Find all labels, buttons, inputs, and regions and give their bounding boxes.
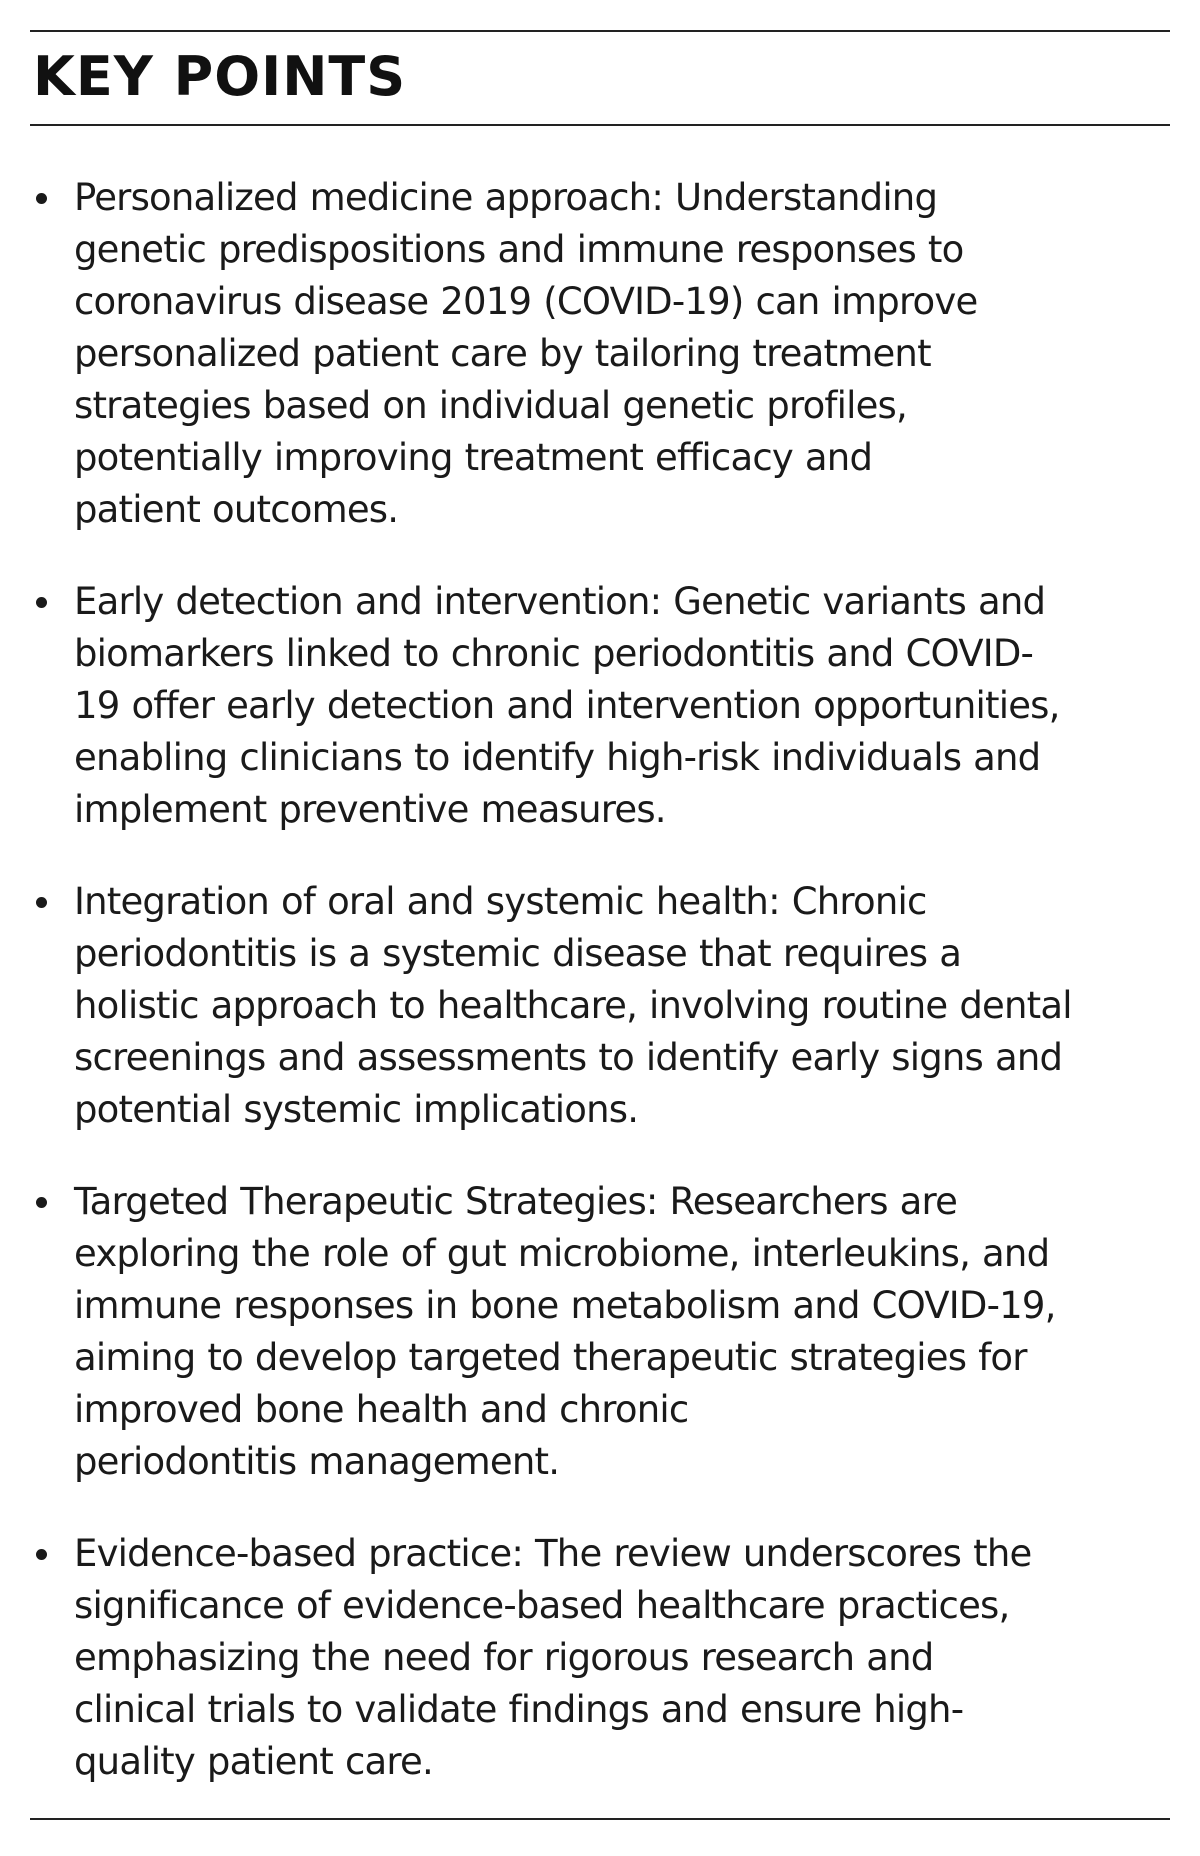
line: emphasizing the need for rigorous research and (74, 1636, 934, 1679)
line: strategies based on individual genetic profiles, (74, 384, 907, 427)
key-point-item (30, 576, 1170, 836)
key-point-item (30, 1176, 1170, 1488)
line: Personalized medicine approach: Understanding (74, 176, 938, 219)
line: coronavirus disease 2019 (COVID-19) can improve (74, 280, 978, 323)
line: periodontitis management. (74, 1440, 560, 1483)
bullet-dot-icon (36, 597, 47, 608)
line: personalized patient care by tailoring treatment (74, 332, 931, 375)
bullet-dot-icon (36, 193, 47, 204)
line: Targeted Therapeutic Strategies: Researchers are (74, 1180, 958, 1223)
key-points-title: KEY POINTS (33, 45, 407, 108)
bullet-dot-icon (36, 897, 47, 908)
line: immune responses in bone metabolism and COVID-19, (74, 1284, 1056, 1327)
line: exploring the role of gut microbiome, interleukins, and (74, 1232, 1050, 1275)
line: patient outcomes. (74, 488, 399, 531)
line: holistic approach to healthcare, involving routine dental (74, 984, 1072, 1027)
line: aiming to develop targeted therapeutic strategies for (74, 1336, 1027, 1379)
line: periodontitis is a systemic disease that requires a (74, 932, 962, 975)
line: clinical trials to validate findings and ensure high- (74, 1688, 964, 1731)
bullet-dot-icon (36, 1549, 47, 1560)
line: enabling clinicians to identify high-risk individuals and (74, 736, 1041, 779)
key-points-box (30, 30, 1170, 1820)
line: improved bone health and chronic (74, 1388, 689, 1431)
line: Early detection and intervention: Genetic variants and (74, 580, 1046, 623)
line: Integration of oral and systemic health: Chronic (74, 880, 927, 923)
title-divider (30, 124, 1170, 126)
key-point-item (30, 172, 1170, 536)
line: screenings and assessments to identify early signs and (74, 1036, 1063, 1079)
line: 19 offer early detection and intervention opportunities, (74, 684, 1060, 727)
key-point-item (30, 1528, 1170, 1788)
line: potential systemic implications. (74, 1088, 639, 1131)
key-points-list (30, 172, 1170, 1828)
line: biomarkers linked to chronic periodontitis and COVID- (74, 632, 1034, 675)
bullet-dot-icon (36, 1197, 47, 1208)
line: Evidence-based practice: The review underscores the (74, 1532, 1032, 1575)
line: quality patient care. (74, 1740, 433, 1783)
line: genetic predispositions and immune responses to (74, 228, 964, 271)
line: implement preventive measures. (74, 788, 666, 831)
line: significance of evidence-based healthcare practices, (74, 1584, 1010, 1627)
key-point-item (30, 876, 1170, 1136)
line: potentially improving treatment efficacy and (74, 436, 873, 479)
